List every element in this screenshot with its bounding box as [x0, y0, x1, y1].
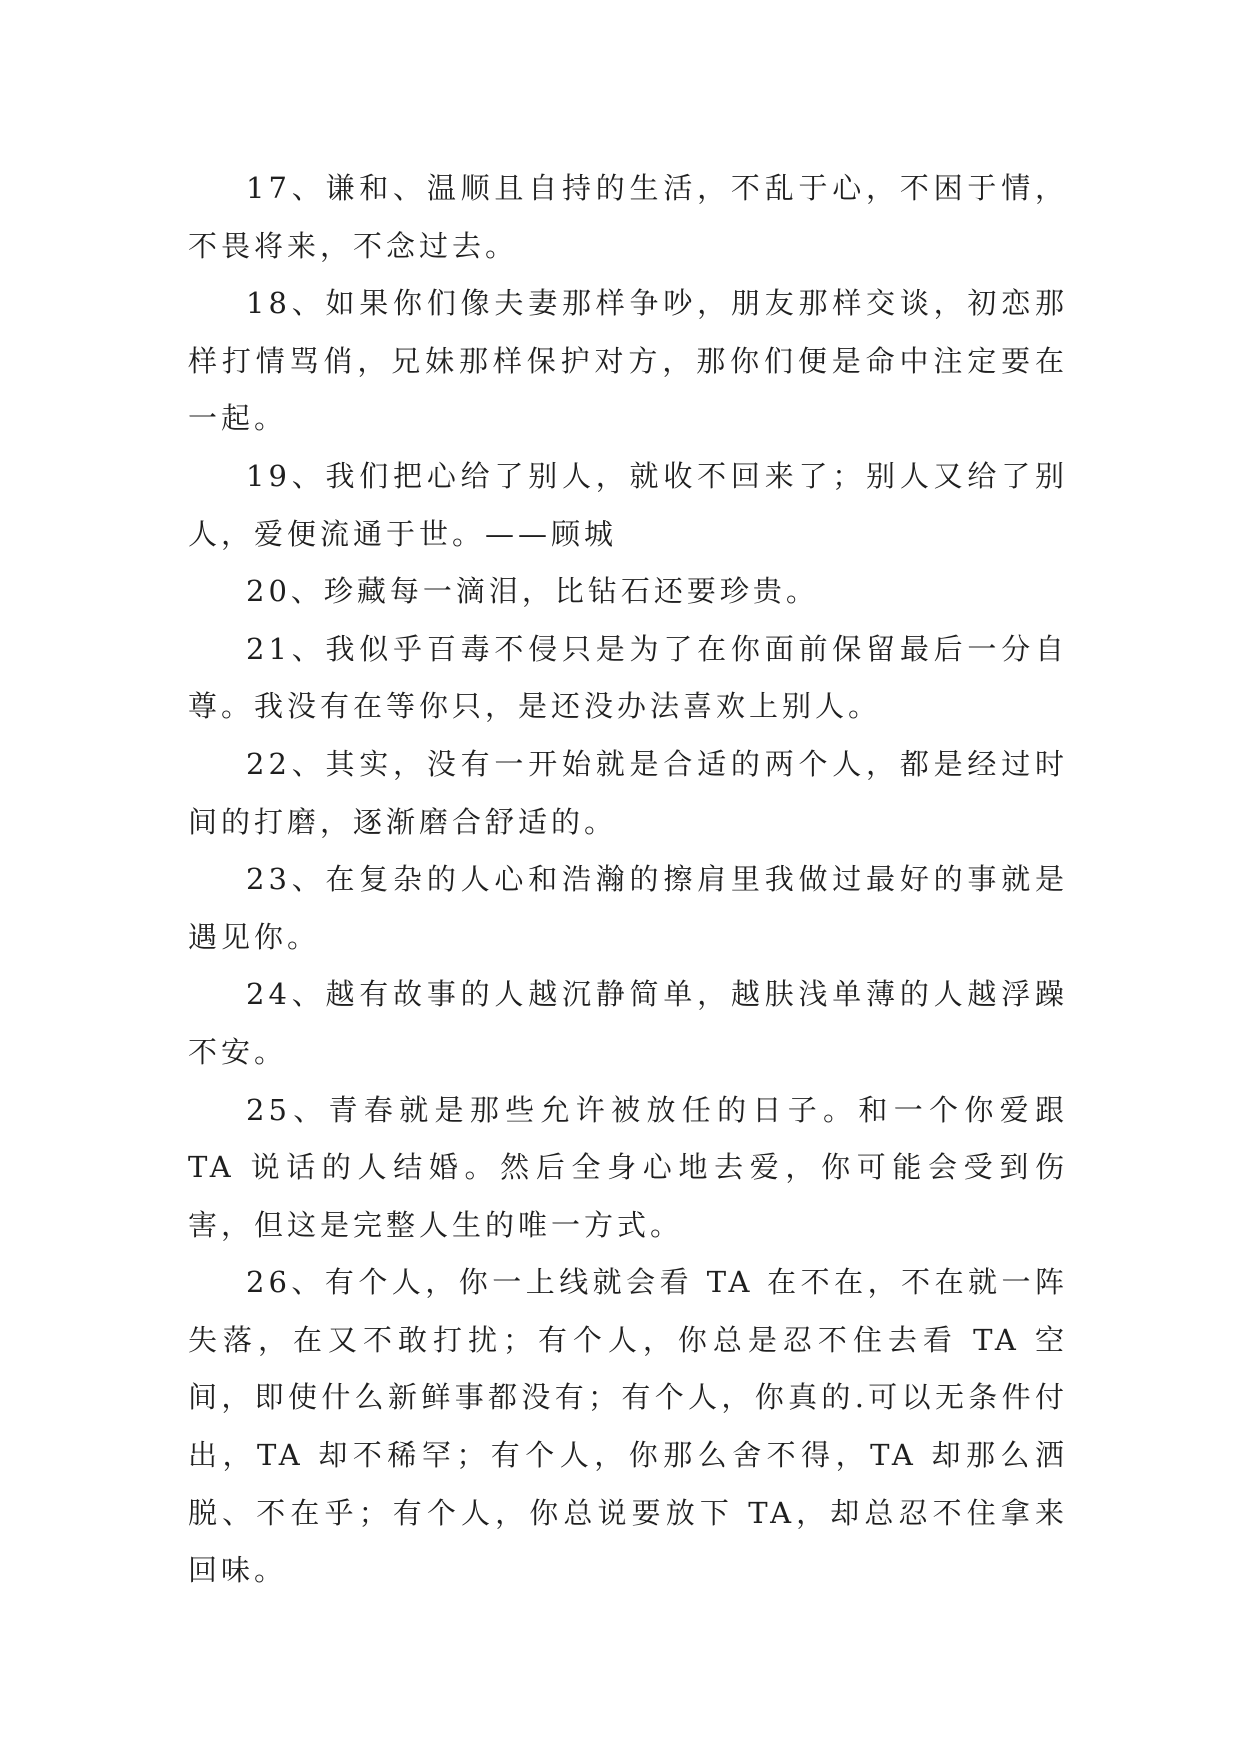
paragraph-22: 22、其实，没有一开始就是合适的两个人，都是经过时间的打磨，逐渐磨合舒适的。 — [188, 746, 1068, 839]
paragraph-19: 19、我们把心给了别人，就收不回来了；别人又给了别人，爱便流通于世。——顾城 — [188, 458, 1068, 551]
paragraph-24: 24、越有故事的人越沉静简单，越肤浅单薄的人越浮躁不安。 — [188, 977, 1068, 1069]
paragraph-18: 18、如果你们像夫妻那样争吵，朋友那样交谈，初恋那样打情骂俏，兄妹那样保护对方，那你们便是命中注定要在一起。 — [188, 286, 1068, 436]
paragraph-17: 17、谦和、温顺且自持的生活，不乱于心，不困于情，不畏将来，不念过去。 — [188, 171, 1068, 263]
paragraph-21: 21、我似乎百毒不侵只是为了在你面前保留最后一分自尊。我没有在等你只，是还没办法喜欢上别人。 — [188, 631, 1068, 724]
paragraph-20: 20、珍藏每一滴泪，比钻石还要珍贵。 — [246, 574, 819, 609]
paragraph-25: 25、青春就是那些允许被放任的日子。和一个你爱跟 TA 说话的人结婚。然后全身心地去爱，你可能会受到伤害，但这是完整人生的唯一方式。 — [188, 1092, 1068, 1242]
paragraph-23: 23、在复杂的人心和浩瀚的擦肩里我做过最好的事就是遇见你。 — [188, 862, 1068, 954]
document-body — [188, 160, 1068, 1600]
paragraph-26: 26、有个人，你一上线就会看 TA 在不在，不在就一阵失落，在又不敢打扰；有个人，你总是忍不住去看 TA 空间，即使什么新鲜事都没有；有个人，你真的.可以无条件付出，TA 却不稀罕；有个人，你那么舍不得，TA 却那么洒脱、不在乎；有个人，你总说要放下 TA，却总忍不住拿来回味。 — [188, 1265, 1068, 1588]
